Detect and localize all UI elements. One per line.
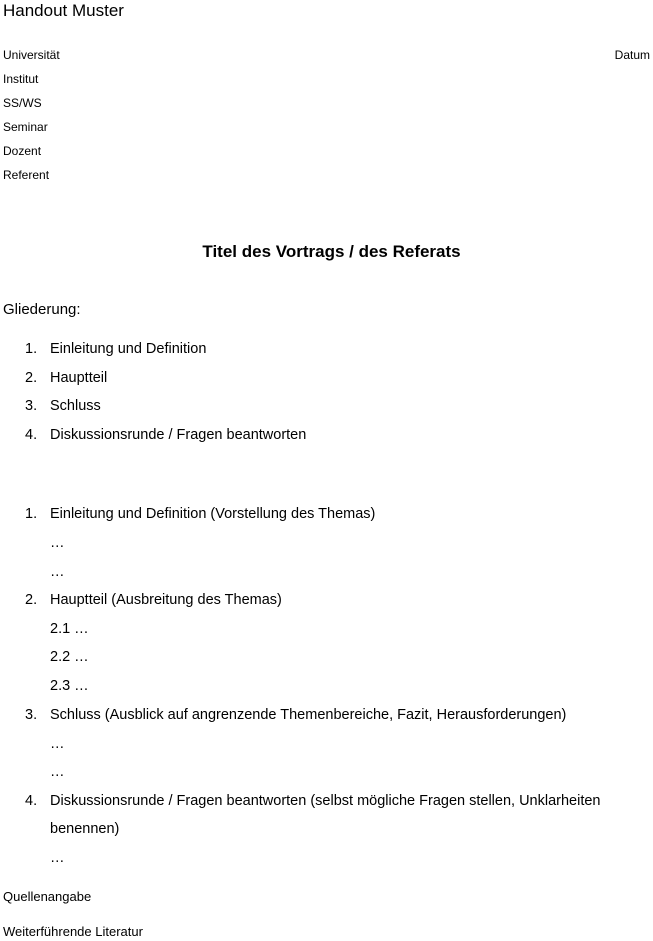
outline-number: 2. — [25, 370, 38, 386]
detail-item-continuation: benennen) — [50, 821, 120, 837]
detail-item: Einleitung und Definition (Vorstellung des Themas) — [50, 506, 376, 522]
outline-number: 3. — [25, 398, 38, 414]
handout-title: Handout Muster — [3, 1, 124, 20]
meta-lecturer: Dozent — [3, 144, 42, 158]
detail-subitem: 2.3 … — [50, 678, 89, 694]
further-reading-heading: Weiterführende Literatur — [3, 924, 143, 939]
detail-number: 1. — [25, 506, 38, 522]
outline-item: Einleitung und Definition — [50, 341, 207, 357]
detail-subitem: … — [50, 564, 65, 580]
sources-heading: Quellenangabe — [3, 889, 92, 904]
detail-item: Diskussionsrunde / Fragen beantworten (selbst mögliche Fragen stellen, Unklarheiten — [50, 793, 601, 809]
meta-semester: SS/WS — [3, 96, 42, 110]
outline-label: Gliederung: — [3, 301, 81, 318]
meta-date: Datum — [614, 48, 650, 62]
detail-subitem: 2.2 … — [50, 649, 89, 665]
detail-number: 2. — [25, 592, 38, 608]
meta-presenter: Referent — [3, 168, 50, 182]
outline-item: Hauptteil — [50, 370, 108, 386]
detail-subitem: 2.1 … — [50, 621, 89, 637]
detail-subitem: … — [50, 764, 65, 780]
detail-subitem: … — [50, 850, 65, 866]
detail-number: 3. — [25, 707, 38, 723]
outline-item: Schluss — [50, 398, 101, 414]
detail-subitem: … — [50, 736, 65, 752]
detail-item: Schluss (Ausblick auf angrenzende Themenbereiche, Fazit, Herausforderungen) — [50, 707, 567, 723]
document-title: Titel des Vortrags / des Referats — [202, 242, 461, 261]
meta-institute: Institut — [3, 72, 39, 86]
meta-university: Universität — [3, 48, 60, 62]
outline-number: 1. — [25, 341, 38, 357]
outline-number: 4. — [25, 427, 38, 443]
meta-seminar: Seminar — [3, 120, 48, 134]
detail-subitem: … — [50, 535, 65, 551]
outline-item: Diskussionsrunde / Fragen beantworten — [50, 427, 307, 443]
detail-number: 4. — [25, 793, 38, 809]
detail-item: Hauptteil (Ausbreitung des Themas) — [50, 592, 282, 608]
